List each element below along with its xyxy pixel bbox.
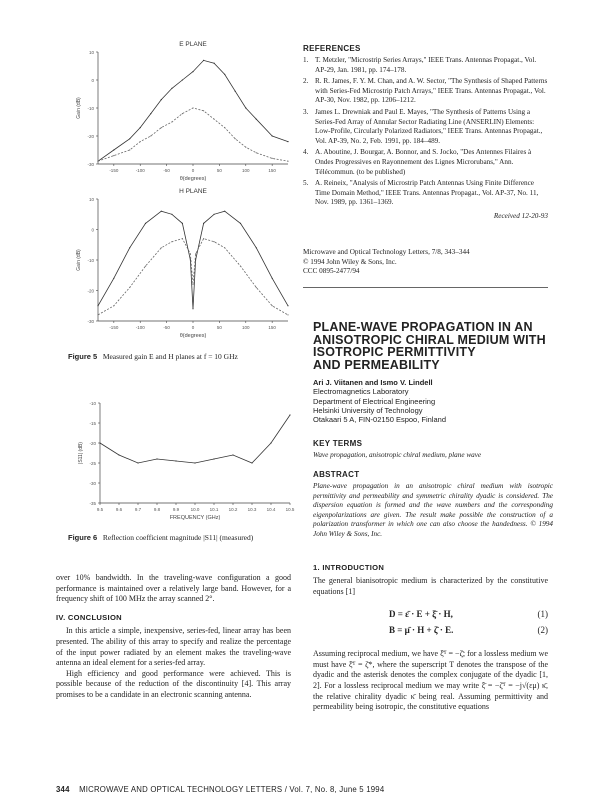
data-point: [97, 161, 98, 162]
y-tick-label: -30: [87, 319, 94, 324]
data-point: [182, 113, 183, 114]
abstract-heading: ABSTRACT: [313, 470, 360, 479]
data-point: [214, 63, 215, 64]
affiliation-line: Electromagnetics Laboratory: [313, 387, 409, 397]
introduction-section: [313, 563, 548, 713]
data-point: [270, 442, 271, 443]
abstract-text: Plane-wave propagation in an anisotropic chiral medium with isotropic permittivity and permeability and symmetric chirality dyadic is considered. The dispersion equation is formed and the wave numbers and the corresponding eigenpolarizations are given. The result make possible the construction of a polarization transformer in which one can also choose the handedness. © 1994 John Wiley & Sons, Inc.: [313, 482, 553, 538]
series-line-measured: [98, 60, 288, 161]
references-section: [303, 44, 548, 222]
paragraph-conclusion-2: High efficiency and good performance were achieved. This is possible because of the reduction of the discontinuity [4]. This array promises to be a candidate in an electronic scanning antenna.: [56, 668, 291, 699]
data-point: [235, 138, 236, 139]
data-point: [97, 305, 98, 306]
data-point: [240, 266, 241, 267]
x-tick-label: -100: [135, 325, 145, 330]
reference-number: 2.: [303, 77, 309, 86]
y-tick-label: -30: [87, 162, 94, 167]
data-point: [287, 141, 288, 142]
y-tick-label: -15: [89, 421, 96, 426]
data-point: [150, 113, 151, 114]
data-point: [287, 305, 288, 306]
x-tick-label: -150: [109, 168, 119, 173]
article-authors: Ari J. Viitanen and Ismo V. Lindell: [313, 378, 433, 387]
equation-2: [313, 625, 548, 635]
data-point: [224, 127, 225, 128]
y-tick-label: 0: [91, 78, 94, 83]
data-point: [287, 314, 288, 315]
data-point: [140, 141, 141, 142]
journal-info-line: CCC 0895-2477/94: [303, 267, 360, 276]
y-tick-label: -10: [87, 258, 94, 263]
x-tick-label: 9.6: [115, 507, 123, 512]
figure-5-h-plane: [60, 185, 300, 350]
data-point: [182, 79, 183, 80]
reference-number: 5.: [303, 179, 309, 188]
data-point: [203, 60, 204, 61]
x-tick-label: -100: [135, 168, 145, 173]
data-point: [137, 462, 138, 463]
x-tick-label: 9.9: [172, 507, 180, 512]
e-plane-chart: [60, 40, 300, 190]
data-point: [97, 314, 98, 315]
references-heading: REFERENCES: [303, 44, 361, 53]
data-point: [150, 135, 151, 136]
y-axis-label: |S11| (dB): [78, 442, 84, 464]
data-point: [232, 454, 233, 455]
data-point: [235, 91, 236, 92]
data-point: [194, 462, 195, 463]
paragraph-conclusion-1: In this article a simple, inexpensive, series-fed, linear array has been presented. The ability of this array to specify and realize the percentage of the input power radiated by an element makes the traveling-wave antenna an ideal element for a series-fed array.: [56, 626, 291, 668]
data-point: [171, 88, 172, 89]
figure-5-e-plane: [60, 40, 300, 190]
data-point: [175, 460, 176, 461]
references-list: [303, 56, 548, 208]
reference-item: [303, 179, 548, 208]
article-rule: [303, 287, 548, 288]
data-point: [156, 458, 157, 459]
x-tick-label: 10.5: [285, 507, 295, 512]
equation-2-text: B = μ̄ · H + ζ̄ · E.: [389, 625, 454, 636]
reference-number: 3.: [303, 107, 309, 116]
data-point: [113, 305, 114, 306]
x-tick-label: 9.7: [134, 507, 142, 512]
x-tick-label: 10.1: [209, 507, 219, 512]
reference-text: James L. Drewniak and Paul E. Mayes, "The Synthesis of Patterns Using a Series-Fed Array of Annular Sector Radiating Line (ANSERLIN) Elements: Low-Profile, Circularly Polarized Radiators," IEEE Trans. Antennas Propagat., Vol. AP-39, No. 2, Feb. 1991, pp. 184–489.: [315, 107, 543, 145]
affiliation-line: Department of Electrical Engineering: [313, 396, 436, 406]
x-tick-label: 150: [268, 168, 276, 173]
article-title-line: PLANE-WAVE PROPAGATION IN AN: [313, 320, 533, 334]
data-point: [113, 149, 114, 150]
data-point: [251, 462, 252, 463]
reference-text: R. R. James, F. Y. M. Chan, and A. W. Sector, "The Synthesis of Shaped Patterns with Series-Fed Microstrip Patch Arrays," IEEE Trans. Antennas Propagat., Vol. AP-30, Nov. 1982, pp. 1206–1212.: [315, 77, 548, 105]
article-header: [313, 321, 553, 424]
key-terms-text: Wave propagation, anisotropic chiral medium, plane wave: [313, 451, 482, 459]
figure-5-caption-text: Measured gain E and H planes at f = 10 GHz: [102, 352, 238, 361]
journal-info-line: © 1994 John Wiley & Sons, Inc.: [303, 257, 397, 266]
data-point: [171, 214, 172, 215]
x-tick-label: 0: [191, 325, 195, 330]
data-point: [192, 284, 193, 285]
equation-2-number: (2): [537, 625, 548, 636]
journal-footer: MICROWAVE AND OPTICAL TECHNOLOGY LETTERS / Vol. 7, No. 8, June 5 1994: [79, 785, 385, 794]
introduction-text: The general bianisotropic medium is characterized by the constitutive equations [1]: [313, 576, 548, 596]
reference-item: [303, 77, 548, 106]
data-point: [161, 127, 162, 128]
data-point: [129, 247, 130, 248]
article-title-line: ANISOTROPIC CHIRAL MEDIUM WITH: [313, 332, 546, 347]
data-point: [192, 308, 193, 309]
equation-1: [313, 609, 548, 619]
y-tick-label: -25: [89, 461, 96, 466]
data-point: [195, 253, 196, 254]
data-point: [113, 155, 114, 156]
reference-text: A. Reineix, "Analysis of Microstrip Patch Antennas Using Finite Difference Time Domain Method," IEEE Trans. Antennas Propagat., Vol. AP-37, No. 11, Nov. 1989, pp. 1361–1369.: [315, 179, 539, 207]
x-tick-label: 50: [216, 168, 222, 173]
y-tick-label: -30: [89, 481, 96, 486]
data-point: [182, 223, 183, 224]
series-line-measured: [98, 211, 288, 309]
x-tick-label: 100: [242, 325, 250, 330]
reference-number: 1.: [303, 56, 309, 64]
x-tick-label: 9.8: [153, 507, 161, 512]
figure-5-label: Figure 5: [68, 352, 98, 361]
conclusion-heading: IV. CONCLUSION: [56, 612, 122, 622]
data-point: [145, 266, 146, 267]
data-point: [145, 223, 146, 224]
data-point: [224, 247, 225, 248]
reference-number: 4.: [303, 148, 309, 157]
paragraph-bandwidth: over 10% bandwidth. In the traveling-wave configuration a good performance is maintained over a relatively large band. However, for a frequency shift of 100 MHz the array scanned 2°.: [56, 573, 291, 604]
x-tick-label: 10.4: [266, 507, 276, 512]
equation-1-text: D = ε̄ · E + ξ̄ · H,: [389, 609, 453, 620]
reference-text: T. Metzler, "Microstrip Series Arrays," IEEE Trans. Antennas Propagat., Vol. AP-29, Jan. 1981, pp. 174–178.: [315, 56, 537, 74]
reference-text: A. Aboutine, J. Bourgar, A. Bonnor, and S. Jocko, "Des Antennes Filaires à Ondes Progressives en Rayonnement des Lignes Microrubans," Ann. Télécommun. (to be published): [315, 148, 532, 176]
h-plane-chart: [60, 185, 300, 350]
x-tick-label: 10.0: [190, 507, 200, 512]
data-point: [287, 161, 288, 162]
data-point: [140, 127, 141, 128]
y-tick-label: -20: [87, 288, 94, 294]
x-tick-label: 100: [242, 168, 250, 173]
figure-6: [60, 395, 300, 530]
data-point: [272, 278, 273, 279]
data-point: [272, 158, 273, 159]
data-point: [256, 287, 257, 288]
data-point: [224, 74, 225, 75]
reference-item: [303, 56, 548, 75]
data-point: [256, 152, 257, 153]
y-tick-label: 0: [91, 227, 94, 233]
chart-title: H PLANE: [179, 188, 207, 195]
page-number: 344: [56, 785, 70, 794]
data-point: [256, 247, 257, 248]
received-date: Received 12-20-93: [493, 211, 548, 220]
y-axis-label: Gain (dB): [76, 97, 82, 119]
paragraph-reciprocal-medium: Assuming reciprocal medium, we have ξ̄ᵀ = −ζ̄; for a lossless medium we must have ξ̄ᵀ = ζ̄*, where the superscript T denotes the transpose of the dyadic and the asterisk denotes the complex conjugate of the dyadic [1, 2]. For a lossless reciprocal medium we may write ξ̄ = −ζ̄ᵀ = −j√(εμ) κ̄, the relative chirality dyadic κ̄ being real. Assuming permittivity and permeability being isotropic, the constitutive equations: [313, 649, 548, 712]
figure-5-caption: [68, 352, 308, 361]
data-point: [192, 71, 193, 72]
data-point: [203, 223, 204, 224]
page-footer: [56, 785, 556, 794]
y-axis-label: Gain (dB): [76, 249, 82, 271]
x-tick-label: -50: [163, 325, 170, 330]
journal-info-line: Microwave and Optical Technology Letters, 7/8, 343–344: [303, 248, 470, 256]
data-point: [171, 241, 172, 242]
y-tick-label: -10: [87, 106, 94, 111]
data-point: [171, 121, 172, 122]
data-point: [192, 107, 193, 108]
y-tick-label: -20: [89, 441, 96, 446]
series-line-cross-pol: [98, 108, 288, 161]
data-point: [240, 223, 241, 224]
y-tick-label: -35: [89, 501, 96, 506]
data-point: [256, 119, 257, 120]
article-title-line: ISOTROPIC PERMITTIVITY: [313, 345, 476, 359]
introduction-heading: 1. INTRODUCTION: [313, 563, 385, 572]
data-point: [213, 458, 214, 459]
chart-title: E PLANE: [179, 41, 207, 48]
x-axis-label: FREQUENCY (GHz): [169, 515, 221, 521]
reflection-coefficient-chart: [60, 395, 300, 530]
data-point: [214, 241, 215, 242]
y-tick-label: 10: [88, 50, 94, 55]
series-line-measured: [100, 415, 290, 463]
x-tick-label: 50: [216, 325, 222, 330]
x-tick-label: -50: [163, 168, 170, 173]
abstract-section: [313, 470, 553, 540]
data-point: [161, 99, 162, 100]
x-tick-label: -150: [109, 325, 119, 330]
key-terms-section: [313, 439, 553, 461]
figure-6-caption-text: Reflection coefficient magnitude |S11| (measured): [102, 533, 254, 542]
data-point: [224, 211, 225, 212]
data-point: [272, 135, 273, 136]
data-point: [214, 214, 215, 215]
affiliation-line: Helsinki University of Technology: [313, 405, 423, 415]
reference-item: [303, 148, 548, 177]
y-tick-label: -10: [89, 401, 96, 406]
figure-6-label: Figure 6: [68, 533, 98, 542]
key-terms-heading: KEY TERMS: [313, 439, 363, 448]
data-point: [245, 147, 246, 148]
data-point: [245, 107, 246, 108]
x-tick-label: 9.5: [96, 507, 104, 512]
data-point: [161, 247, 162, 248]
article-title-line: AND PERMEABILITY: [313, 357, 440, 372]
x-tick-label: 10.3: [247, 507, 257, 512]
data-point: [182, 238, 183, 239]
data-point: [203, 110, 204, 111]
x-tick-label: 150: [268, 325, 276, 330]
data-point: [289, 414, 290, 415]
data-point: [129, 287, 130, 288]
data-point: [129, 138, 130, 139]
y-tick-label: 10: [88, 197, 94, 202]
data-point: [129, 149, 130, 150]
data-point: [272, 305, 273, 306]
data-point: [203, 238, 204, 239]
x-tick-label: 10.2: [228, 507, 238, 512]
data-point: [161, 211, 162, 212]
left-body-text: [56, 573, 291, 701]
x-axis-label: θ(degrees): [179, 176, 207, 182]
data-point: [113, 278, 114, 279]
equation-1-number: (1): [537, 609, 548, 620]
data-point: [214, 119, 215, 120]
x-tick-label: 0: [191, 168, 195, 173]
reference-item: [303, 108, 548, 146]
y-tick-label: -20: [87, 134, 94, 139]
affiliation-line: Otakaari 5 A, FIN-02150 Espoo, Finland: [313, 415, 446, 425]
data-point: [118, 454, 119, 455]
x-axis-label: θ(degrees): [179, 333, 207, 339]
figure-6-caption: [68, 533, 308, 542]
data-point: [99, 442, 100, 443]
journal-info: [303, 248, 548, 277]
data-point: [190, 253, 191, 254]
